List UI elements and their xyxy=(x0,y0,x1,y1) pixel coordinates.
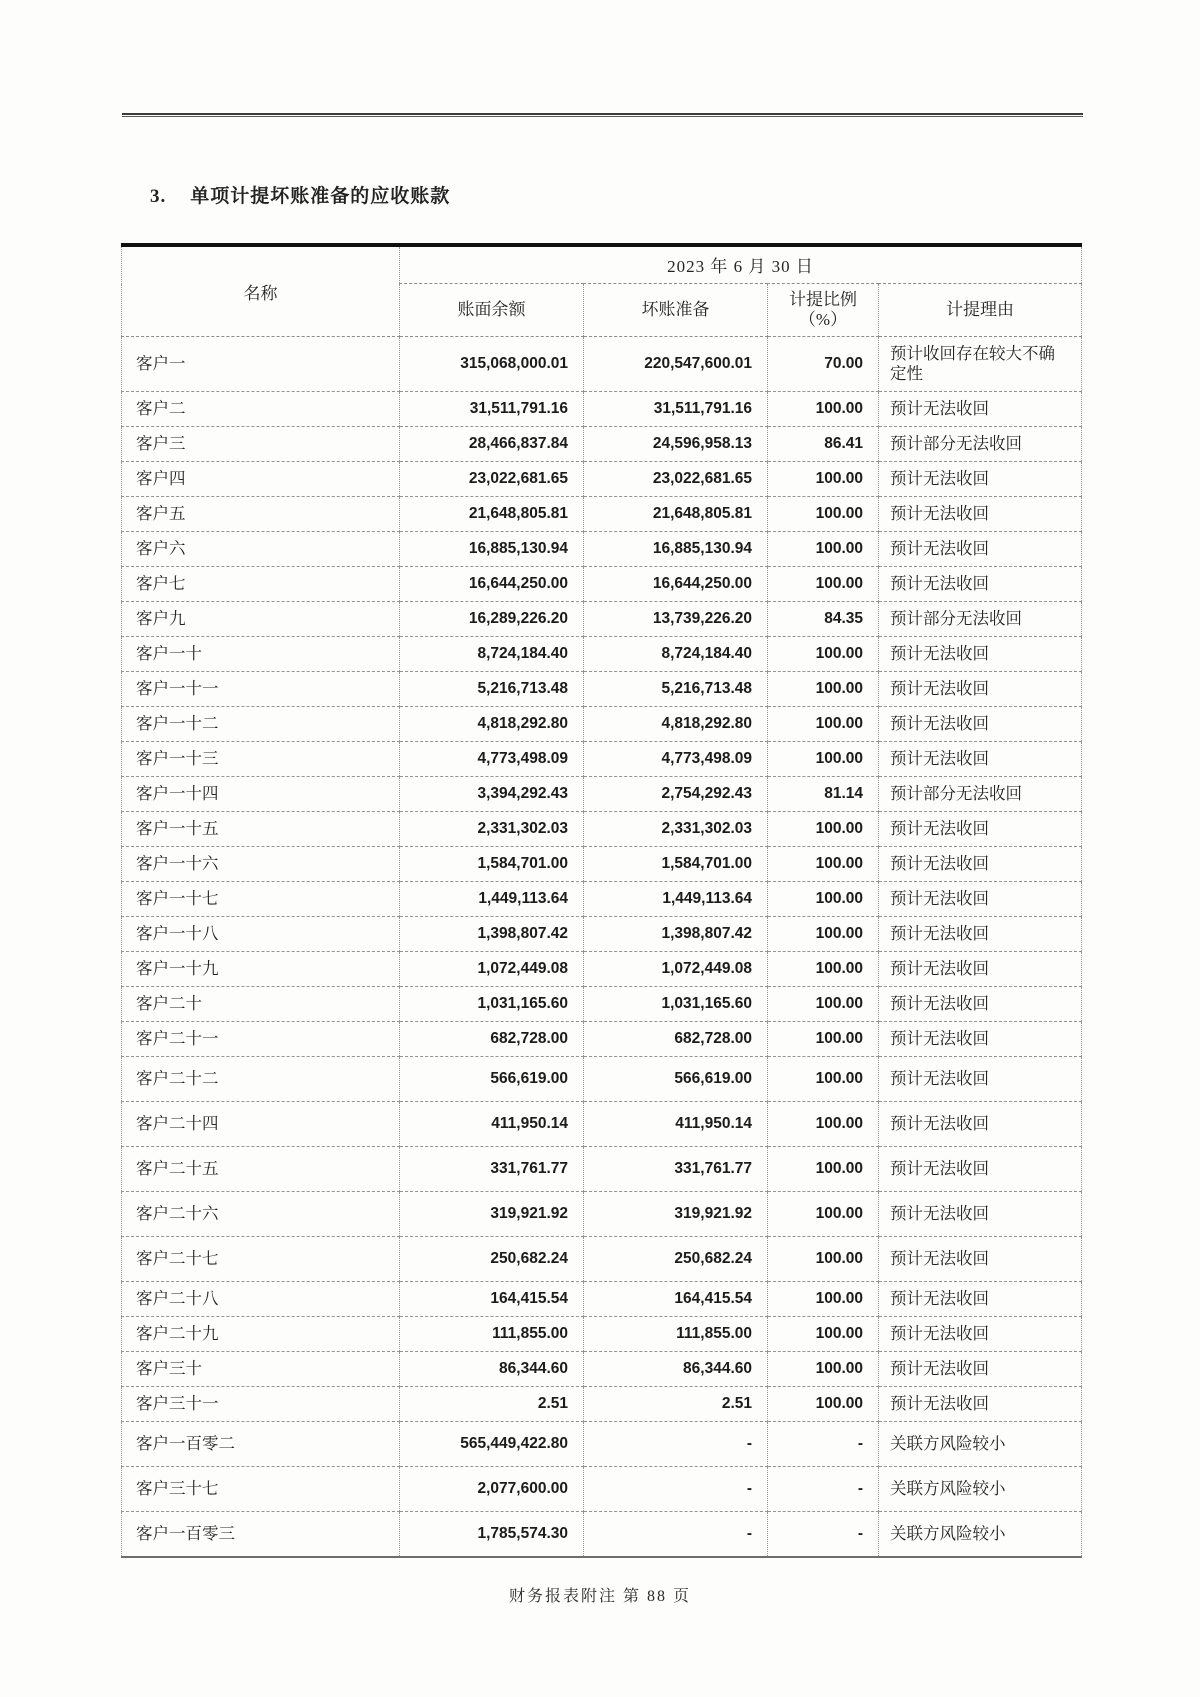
provision-ratio-cell: 100.00 xyxy=(768,987,879,1022)
customer-name-cell: 客户二十 xyxy=(122,987,400,1022)
table-row xyxy=(122,1192,1082,1237)
provision-ratio-cell: 100.00 xyxy=(768,917,879,952)
bad-debt-provision-cell: 566,619.00 xyxy=(584,1057,768,1102)
provision-reason-cell: 预计无法收回 xyxy=(879,1317,1082,1352)
bad-debt-provision-cell: 21,648,805.81 xyxy=(584,497,768,532)
bad-debt-provision-cell: - xyxy=(584,1422,768,1467)
provision-ratio-cell: 100.00 xyxy=(768,1192,879,1237)
column-header-ratio xyxy=(768,284,879,337)
book-balance-cell: 3,394,292.43 xyxy=(400,777,584,812)
column-header-balance: 账面余额 xyxy=(400,284,584,337)
provision-reason-cell: 预计无法收回 xyxy=(879,1237,1082,1282)
bad-debt-provision-cell: 5,216,713.48 xyxy=(584,672,768,707)
table-row xyxy=(122,1422,1082,1467)
provision-reason-cell: 预计无法收回 xyxy=(879,1057,1082,1102)
customer-name-cell: 客户六 xyxy=(122,532,400,567)
provision-ratio-cell: - xyxy=(768,1512,879,1558)
provision-ratio-cell: 100.00 xyxy=(768,672,879,707)
bad-debt-provision-cell: 23,022,681.65 xyxy=(584,462,768,497)
provision-reason-cell: 关联方风险较小 xyxy=(879,1512,1082,1558)
book-balance-cell: 28,466,837.84 xyxy=(400,427,584,462)
customer-name-cell: 客户二十九 xyxy=(122,1317,400,1352)
column-header-reason: 计提理由 xyxy=(879,284,1082,337)
bad-debt-provision-cell: 1,584,701.00 xyxy=(584,847,768,882)
provision-ratio-cell: 100.00 xyxy=(768,952,879,987)
book-balance-cell: 331,761.77 xyxy=(400,1147,584,1192)
book-balance-cell: 1,031,165.60 xyxy=(400,987,584,1022)
customer-name-cell: 客户一十八 xyxy=(122,917,400,952)
provision-ratio-cell: 100.00 xyxy=(768,1147,879,1192)
customer-name-cell: 客户二 xyxy=(122,392,400,427)
receivables-table-body xyxy=(122,337,1082,1558)
customer-name-cell: 客户一 xyxy=(122,337,400,392)
book-balance-cell: 2,077,600.00 xyxy=(400,1467,584,1512)
receivables-provision-table xyxy=(121,243,1082,1558)
customer-name-cell: 客户三十一 xyxy=(122,1387,400,1422)
bad-debt-provision-cell: 2.51 xyxy=(584,1387,768,1422)
provision-ratio-cell: 100.00 xyxy=(768,1317,879,1352)
table-row xyxy=(122,1282,1082,1317)
customer-name-cell: 客户三 xyxy=(122,427,400,462)
book-balance-cell: 111,855.00 xyxy=(400,1317,584,1352)
provision-reason-cell: 预计无法收回 xyxy=(879,917,1082,952)
provision-reason-cell: 预计无法收回 xyxy=(879,392,1082,427)
customer-name-cell: 客户二十五 xyxy=(122,1147,400,1192)
customer-name-cell: 客户二十二 xyxy=(122,1057,400,1102)
provision-ratio-cell: 100.00 xyxy=(768,812,879,847)
customer-name-cell: 客户一十三 xyxy=(122,742,400,777)
bad-debt-provision-cell: 111,855.00 xyxy=(584,1317,768,1352)
customer-name-cell: 客户一百零二 xyxy=(122,1422,400,1467)
provision-reason-cell: 预计无法收回 xyxy=(879,497,1082,532)
customer-name-cell: 客户七 xyxy=(122,567,400,602)
table-row xyxy=(122,742,1082,777)
column-header-provision: 坏账准备 xyxy=(584,284,768,337)
provision-reason-cell: 预计无法收回 xyxy=(879,532,1082,567)
bad-debt-provision-cell: 319,921.92 xyxy=(584,1192,768,1237)
provision-ratio-cell: 100.00 xyxy=(768,1282,879,1317)
provision-reason-cell: 预计无法收回 xyxy=(879,1192,1082,1237)
provision-ratio-cell: 100.00 xyxy=(768,1352,879,1387)
customer-name-cell: 客户三十 xyxy=(122,1352,400,1387)
book-balance-cell: 31,511,791.16 xyxy=(400,392,584,427)
book-balance-cell: 4,818,292.80 xyxy=(400,707,584,742)
provision-ratio-cell: 84.35 xyxy=(768,602,879,637)
table-row xyxy=(122,777,1082,812)
bad-debt-provision-cell: 682,728.00 xyxy=(584,1022,768,1057)
table-row xyxy=(122,1352,1082,1387)
column-header-ratio-line1: 计提比例 xyxy=(789,290,857,309)
provision-ratio-cell: 100.00 xyxy=(768,532,879,567)
provision-ratio-cell: 100.00 xyxy=(768,742,879,777)
customer-name-cell: 客户一十六 xyxy=(122,847,400,882)
bad-debt-provision-cell: 164,415.54 xyxy=(584,1282,768,1317)
provision-reason-cell: 预计无法收回 xyxy=(879,462,1082,497)
bad-debt-provision-cell: 2,331,302.03 xyxy=(584,812,768,847)
table-row xyxy=(122,392,1082,427)
book-balance-cell: 21,648,805.81 xyxy=(400,497,584,532)
table-row xyxy=(122,1057,1082,1102)
table-row xyxy=(122,707,1082,742)
section-title-text: 单项计提坏账准备的应收账款 xyxy=(190,186,451,207)
customer-name-cell: 客户一十五 xyxy=(122,812,400,847)
letterhead-rule xyxy=(122,113,1083,117)
table-row xyxy=(122,602,1082,637)
provision-reason-cell: 关联方风险较小 xyxy=(879,1467,1082,1512)
customer-name-cell: 客户一十 xyxy=(122,637,400,672)
provision-ratio-cell: 100.00 xyxy=(768,637,879,672)
customer-name-cell: 客户三十七 xyxy=(122,1467,400,1512)
provision-reason-cell: 预计无法收回 xyxy=(879,1282,1082,1317)
bad-debt-provision-cell: 86,344.60 xyxy=(584,1352,768,1387)
bad-debt-provision-cell: 1,398,807.42 xyxy=(584,917,768,952)
provision-ratio-cell: 100.00 xyxy=(768,1102,879,1147)
customer-name-cell: 客户二十八 xyxy=(122,1282,400,1317)
column-header-date: 2023 年 6 月 30 日 xyxy=(400,245,1082,284)
table-row xyxy=(122,917,1082,952)
section-number: 3. xyxy=(150,186,167,207)
provision-ratio-cell: 100.00 xyxy=(768,882,879,917)
provision-ratio-cell: 100.00 xyxy=(768,1022,879,1057)
bad-debt-provision-cell: 1,031,165.60 xyxy=(584,987,768,1022)
customer-name-cell: 客户一十九 xyxy=(122,952,400,987)
customer-name-cell: 客户一十七 xyxy=(122,882,400,917)
provision-reason-cell: 关联方风险较小 xyxy=(879,1422,1082,1467)
customer-name-cell: 客户一十四 xyxy=(122,777,400,812)
book-balance-cell: 23,022,681.65 xyxy=(400,462,584,497)
book-balance-cell: 5,216,713.48 xyxy=(400,672,584,707)
book-balance-cell: 164,415.54 xyxy=(400,1282,584,1317)
provision-reason-cell: 预计无法收回 xyxy=(879,882,1082,917)
provision-reason-cell: 预计部分无法收回 xyxy=(879,602,1082,637)
provision-ratio-cell: 81.14 xyxy=(768,777,879,812)
bad-debt-provision-cell: 1,449,113.64 xyxy=(584,882,768,917)
table-row xyxy=(122,1237,1082,1282)
customer-name-cell: 客户二十七 xyxy=(122,1237,400,1282)
bad-debt-provision-cell: 331,761.77 xyxy=(584,1147,768,1192)
table-header xyxy=(122,245,1082,337)
bad-debt-provision-cell: 250,682.24 xyxy=(584,1237,768,1282)
table-row xyxy=(122,882,1082,917)
book-balance-cell: 411,950.14 xyxy=(400,1102,584,1147)
table-row xyxy=(122,1467,1082,1512)
provision-ratio-cell: 100.00 xyxy=(768,567,879,602)
book-balance-cell: 319,921.92 xyxy=(400,1192,584,1237)
book-balance-cell: 1,584,701.00 xyxy=(400,847,584,882)
book-balance-cell: 4,773,498.09 xyxy=(400,742,584,777)
provision-ratio-cell: 100.00 xyxy=(768,497,879,532)
table-row xyxy=(122,847,1082,882)
bad-debt-provision-cell: 2,754,292.43 xyxy=(584,777,768,812)
book-balance-cell: 1,398,807.42 xyxy=(400,917,584,952)
provision-ratio-cell: - xyxy=(768,1422,879,1467)
provision-ratio-cell: 100.00 xyxy=(768,392,879,427)
table-row xyxy=(122,427,1082,462)
book-balance-cell: 16,289,226.20 xyxy=(400,602,584,637)
book-balance-cell: 8,724,184.40 xyxy=(400,637,584,672)
bad-debt-provision-cell: 13,739,226.20 xyxy=(584,602,768,637)
book-balance-cell: 1,449,113.64 xyxy=(400,882,584,917)
book-balance-cell: 2,331,302.03 xyxy=(400,812,584,847)
bad-debt-provision-cell: 16,885,130.94 xyxy=(584,532,768,567)
provision-reason-cell: 预计无法收回 xyxy=(879,1387,1082,1422)
table-row xyxy=(122,1022,1082,1057)
provision-ratio-cell: 100.00 xyxy=(768,1387,879,1422)
table-row xyxy=(122,952,1082,987)
provision-reason-cell: 预计无法收回 xyxy=(879,1352,1082,1387)
customer-name-cell: 客户四 xyxy=(122,462,400,497)
table-row xyxy=(122,1317,1082,1352)
table-row xyxy=(122,672,1082,707)
table-row xyxy=(122,497,1082,532)
bad-debt-provision-cell: 4,773,498.09 xyxy=(584,742,768,777)
table-row xyxy=(122,1387,1082,1422)
provision-reason-cell: 预计无法收回 xyxy=(879,637,1082,672)
provision-ratio-cell: 100.00 xyxy=(768,847,879,882)
bad-debt-provision-cell: - xyxy=(584,1467,768,1512)
bad-debt-provision-cell: 24,596,958.13 xyxy=(584,427,768,462)
table-row xyxy=(122,1512,1082,1558)
provision-reason-cell: 预计无法收回 xyxy=(879,672,1082,707)
provision-reason-cell: 预计无法收回 xyxy=(879,1147,1082,1192)
provision-reason-cell: 预计无法收回 xyxy=(879,567,1082,602)
provision-ratio-cell: 86.41 xyxy=(768,427,879,462)
table-row xyxy=(122,567,1082,602)
bad-debt-provision-cell: - xyxy=(584,1512,768,1558)
column-header-name: 名称 xyxy=(122,245,400,337)
customer-name-cell: 客户一十二 xyxy=(122,707,400,742)
book-balance-cell: 250,682.24 xyxy=(400,1237,584,1282)
table-row xyxy=(122,1102,1082,1147)
provision-ratio-cell: - xyxy=(768,1467,879,1512)
customer-name-cell: 客户二十六 xyxy=(122,1192,400,1237)
bad-debt-provision-cell: 31,511,791.16 xyxy=(584,392,768,427)
section-title xyxy=(150,181,450,208)
provision-ratio-cell: 100.00 xyxy=(768,707,879,742)
page-footer: 财务报表附注 第 88 页 xyxy=(508,1588,691,1605)
bad-debt-provision-cell: 411,950.14 xyxy=(584,1102,768,1147)
provision-ratio-cell: 100.00 xyxy=(768,462,879,497)
provision-reason-cell: 预计无法收回 xyxy=(879,952,1082,987)
bad-debt-provision-cell: 8,724,184.40 xyxy=(584,637,768,672)
provision-reason-cell: 预计无法收回 xyxy=(879,987,1082,1022)
book-balance-cell: 315,068,000.01 xyxy=(400,337,584,392)
table-row xyxy=(122,532,1082,567)
customer-name-cell: 客户二十一 xyxy=(122,1022,400,1057)
column-header-ratio-line2: （%） xyxy=(798,310,848,329)
provision-reason-cell: 预计部分无法收回 xyxy=(879,777,1082,812)
provision-reason-cell: 预计无法收回 xyxy=(879,1022,1082,1057)
book-balance-cell: 2.51 xyxy=(400,1387,584,1422)
book-balance-cell: 566,619.00 xyxy=(400,1057,584,1102)
customer-name-cell: 客户五 xyxy=(122,497,400,532)
provision-reason-cell: 预计无法收回 xyxy=(879,847,1082,882)
provision-reason-cell: 预计无法收回 xyxy=(879,812,1082,847)
customer-name-cell: 客户九 xyxy=(122,602,400,637)
provision-ratio-cell: 100.00 xyxy=(768,1057,879,1102)
customer-name-cell: 客户一百零三 xyxy=(122,1512,400,1558)
customer-name-cell: 客户二十四 xyxy=(122,1102,400,1147)
provision-reason-cell: 预计无法收回 xyxy=(879,742,1082,777)
book-balance-cell: 16,644,250.00 xyxy=(400,567,584,602)
provision-reason-cell: 预计部分无法收回 xyxy=(879,427,1082,462)
book-balance-cell: 1,072,449.08 xyxy=(400,952,584,987)
provision-reason-cell: 预计无法收回 xyxy=(879,1102,1082,1147)
provision-ratio-cell: 100.00 xyxy=(768,1237,879,1282)
bad-debt-provision-cell: 4,818,292.80 xyxy=(584,707,768,742)
book-balance-cell: 682,728.00 xyxy=(400,1022,584,1057)
provision-reason-cell: 预计无法收回 xyxy=(879,707,1082,742)
book-balance-cell: 565,449,422.80 xyxy=(400,1422,584,1467)
bad-debt-provision-cell: 16,644,250.00 xyxy=(584,567,768,602)
table-row xyxy=(122,1147,1082,1192)
provision-ratio-cell: 70.00 xyxy=(768,337,879,392)
table-row xyxy=(122,987,1082,1022)
table-row xyxy=(122,337,1082,392)
book-balance-cell: 86,344.60 xyxy=(400,1352,584,1387)
table-row xyxy=(122,812,1082,847)
provision-reason-cell: 预计收回存在较大不确定性 xyxy=(890,344,1055,383)
table-row xyxy=(122,637,1082,672)
bad-debt-provision-cell: 220,547,600.01 xyxy=(584,337,768,392)
table-row xyxy=(122,462,1082,497)
bad-debt-provision-cell: 1,072,449.08 xyxy=(584,952,768,987)
book-balance-cell: 1,785,574.30 xyxy=(400,1512,584,1558)
customer-name-cell: 客户一十一 xyxy=(122,672,400,707)
book-balance-cell: 16,885,130.94 xyxy=(400,532,584,567)
